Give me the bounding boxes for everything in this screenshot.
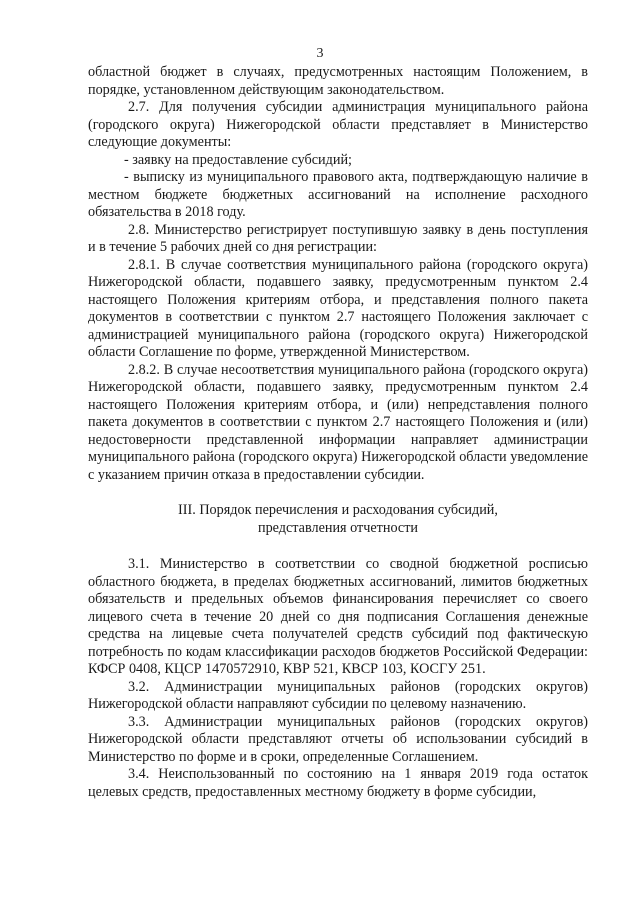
paragraph-3-1: 3.1. Министерство в соответствии со сводной бюджетной росписью областного бюджета, в пределах бюджетных ассигнований, лимитов бюджетных обязательств и предельных объемов финансирования перечисляет со своего лицевого счета в течение 20 дней со дня подписания Соглашения денежные средства на лицевые счета получателей средств субсидий под фактическую потребность по кодам классификации расходов бюджетов Российской Федерации: КФСР 0408, КЦСР 1470572910, КВР 521, КВСР 103, КОСГУ 251. (88, 556, 588, 677)
paragraph-2-8-1: 2.8.1. В случае соответствия муниципального района (городского округа) Нижегородской области, подавшего заявку, предусмотренным пунктом 2.4 настоящего Положения критериям отбора, и представления полного пакета документов в соответствии с пунктом 2.7 настоящего Положения заключает с администрацией муниципального района (городского округа) Нижегородской области Соглашение по форме, утвержденной Министерством. (88, 256, 588, 360)
paragraph-2-8-2: 2.8.2. В случае несоответствия муниципального района (городского округа) Нижегородской области, подавшего заявку, предусмотренным пунктом 2.4 настоящего Положения критериям отбора, и (или) непредставления полного пакета документов в соответствии с пунктом 2.7 настоящего Положения и (или) недостоверности представленной информации направляет администрации муниципального района (городского округа) Нижегородской области уведомление с указанием причин отказа в предоставлении субсидии. (88, 361, 588, 483)
list-item-extract: - выписку из муниципального правового акта, подтверждающую наличие в местном бюджете бюджетных ассигнований на исполнение расходного обязательства в 2018 году. (88, 169, 588, 220)
paragraph-3-3: 3.3. Администрации муниципальных районов (городских округов) Нижегородской области представляют отчеты об использовании субсидий в Министерство по форме и в сроки, определенные Соглашением. (88, 713, 588, 765)
section-3-heading (88, 502, 588, 537)
page-number: 3 (316, 46, 324, 61)
section-3-heading-line-2: представления отчетности (258, 519, 418, 536)
section-3-heading-line-1: III. Порядок перечисления и расходования субсидий, (178, 502, 498, 518)
paragraph-2-8: 2.8. Министерство регистрирует поступившую заявку в день поступления и в течение 5 рабочих дней со дня регистрации: (88, 221, 588, 255)
paragraph-continuation: областной бюджет в случаях, предусмотренных настоящим Положением, в порядке, установленном действующим законодательством. (88, 64, 588, 98)
paragraph-3-2: 3.2. Администрации муниципальных районов (городских округов) Нижегородской области направляют субсидии по целевому назначению. (88, 678, 588, 712)
list-item-application: - заявку на предоставление субсидий; (124, 151, 352, 168)
paragraph-3-4: 3.4. Неиспользованный по состоянию на 1 января 2019 года остаток целевых средств, предоставленных местному бюджету в форме субсидии, (88, 766, 588, 800)
paragraph-2-7: 2.7. Для получения субсидии администрация муниципального района (городского округа) Нижегородской области представляет в Министерство следующие документы: (88, 99, 588, 150)
document-body (88, 64, 588, 801)
